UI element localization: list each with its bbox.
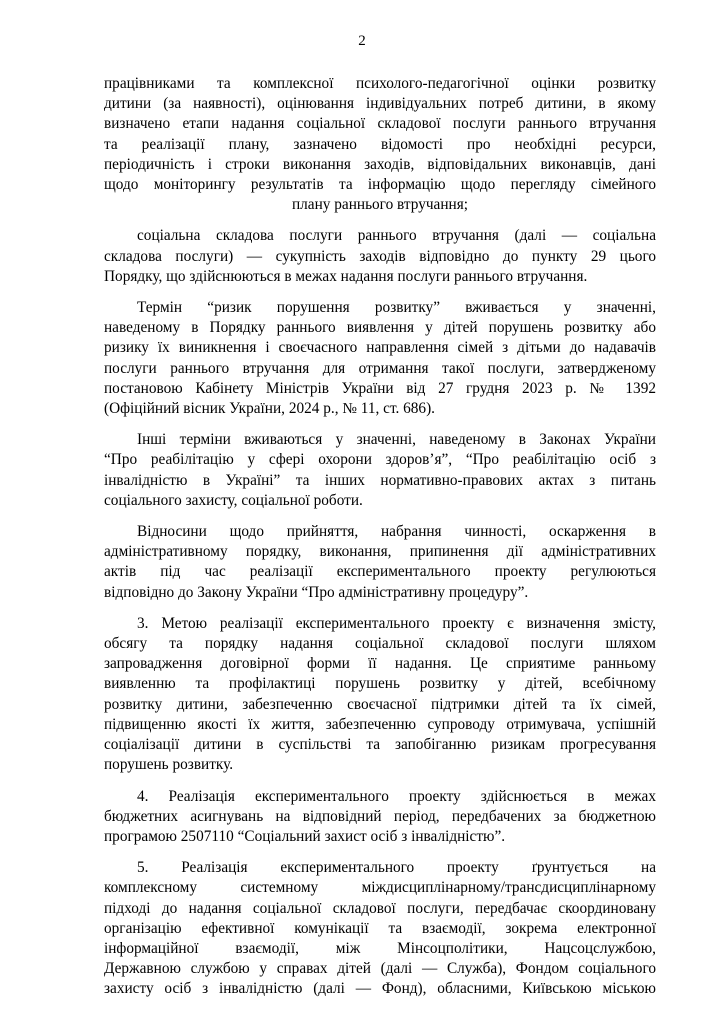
text-line: відповідно до Закону України “Про адміністративну процедуру”. <box>104 583 529 601</box>
text-line: соціального захисту, соціальної роботи. <box>104 491 363 509</box>
paragraph <box>104 614 656 776</box>
text-line: 4. Реалізація експериментального проекту здійснюється в межах <box>137 787 656 805</box>
text-line: актів під час реалізації експериментального проекту регулюються <box>104 563 656 581</box>
text-line: розвитку дитини, забезпеченню своєчасної підтримки дітей та їх сімей, <box>104 695 656 713</box>
text-line: інвалідністю в Україні” та інших нормативно-правових актах з питань <box>104 471 656 489</box>
document-body <box>104 74 656 1011</box>
text-line: захисту осіб з інвалідністю (далі — Фонд), обласними, Київською міською <box>104 980 656 998</box>
text-line: щодо моніторингу результатів та інформацію щодо перегляду сімейного <box>104 176 656 194</box>
text-line: плану раннього втручання; <box>291 196 469 214</box>
text-line: програмою 2507110 “Соціальний захист осіб з інвалідністю”. <box>104 827 506 845</box>
text-line: бюджетних асигнувань на відповідний період, передбачених за бюджетною <box>104 807 656 825</box>
text-line: (Офіційний вісник України, 2024 р., № 11, ст. 686). <box>104 400 435 418</box>
text-line: організацію ефективної комунікації та взаємодії, зокрема електронної <box>104 919 656 937</box>
text-line: обсягу та порядку надання соціальної складової послуги шляхом <box>104 635 656 653</box>
text-line: 5. Реалізація експериментального проекту ґрунтується на <box>137 859 656 877</box>
text-line: періодичність і строки виконання заходів, відповідальних виконавців, дані <box>104 155 656 173</box>
text-line: порушень розвитку. <box>104 756 234 774</box>
paragraph <box>104 298 656 419</box>
text-line: підході до надання соціальної складової послуги, передбачає скоординовану <box>104 899 656 917</box>
text-line: Державною службою у справах дітей (далі — Служба), Фондом соціального <box>104 960 656 978</box>
text-line: працівниками та комплексної психолого-педагогічної оцінки розвитку <box>104 75 656 92</box>
text-line: Інші терміни вживаються у значенні, наведеному в Законах України <box>137 431 656 449</box>
paragraph <box>104 430 656 511</box>
text-line: адміністративному порядку, виконання, припинення дії адміністративних <box>104 543 656 561</box>
paragraph <box>104 522 656 603</box>
text-line: Термін “ризик порушення розвитку” вживається у значенні, <box>137 299 656 317</box>
text-line: підвищенню якості їх життя, забезпеченню супроводу отримувача, успішній <box>104 715 656 733</box>
text-line: дитини (за наявності), оцінювання індивідуальних потреб дитини, в якому <box>104 95 656 113</box>
text-line: виявленню та профілактиці порушень розвитку у дітей, всебічному <box>104 675 656 693</box>
text-line: послуги раннього втручання для отримання такої послуги, затвердженому <box>104 359 656 377</box>
paragraph <box>104 74 656 215</box>
text-line: Відносини щодо прийняття, набрання чинності, оскарження в <box>137 523 656 541</box>
page-number: 2 <box>358 33 366 49</box>
text-line: комплексному системному міждисциплінарному/трансдисциплінарному <box>104 879 656 897</box>
text-line: та реалізації плану, зазначено відомості про необхідні ресурси, <box>104 135 656 153</box>
text-line: “Про реабілітацію у сфері охорони здоров’я”, “Про реабілітацію осіб з <box>104 451 656 469</box>
text-line: постановою Кабінету Міністрів України від 27 грудня 2023 р. № 1392 <box>104 379 656 397</box>
text-line: соціальна складова послуги раннього втручання (далі — соціальна <box>137 227 656 245</box>
paragraph <box>104 226 656 287</box>
text-line: соціалізації дитини в суспільстві та запобіганню ризикам прогресування <box>104 736 656 754</box>
paragraph <box>104 858 656 999</box>
text-line: Порядку, що здійснюються в межах надання послуги раннього втручання. <box>104 267 588 285</box>
text-line: наведеному в Порядку раннього виявлення у дітей порушень розвитку або <box>104 319 656 337</box>
text-line: визначено етапи надання соціальної складової послуги раннього втручання <box>104 115 656 133</box>
text-line: складова послуги) — сукупність заходів відповідно до пункту 29 цього <box>104 247 656 265</box>
text-line: інформаційної взаємодії, між Мінсоцполітики, Нацсоцслужбою, <box>104 939 656 957</box>
paragraph <box>104 787 656 848</box>
text-line: 3. Метою реалізації експериментального проекту є визначення змісту, <box>137 614 656 632</box>
text-line: запровадження договірної форми її надання. Це сприятиме ранньому <box>104 655 656 673</box>
text-line: ризику їх виникнення і своєчасного направлення сімей з дітьми до надавачів <box>104 339 656 357</box>
